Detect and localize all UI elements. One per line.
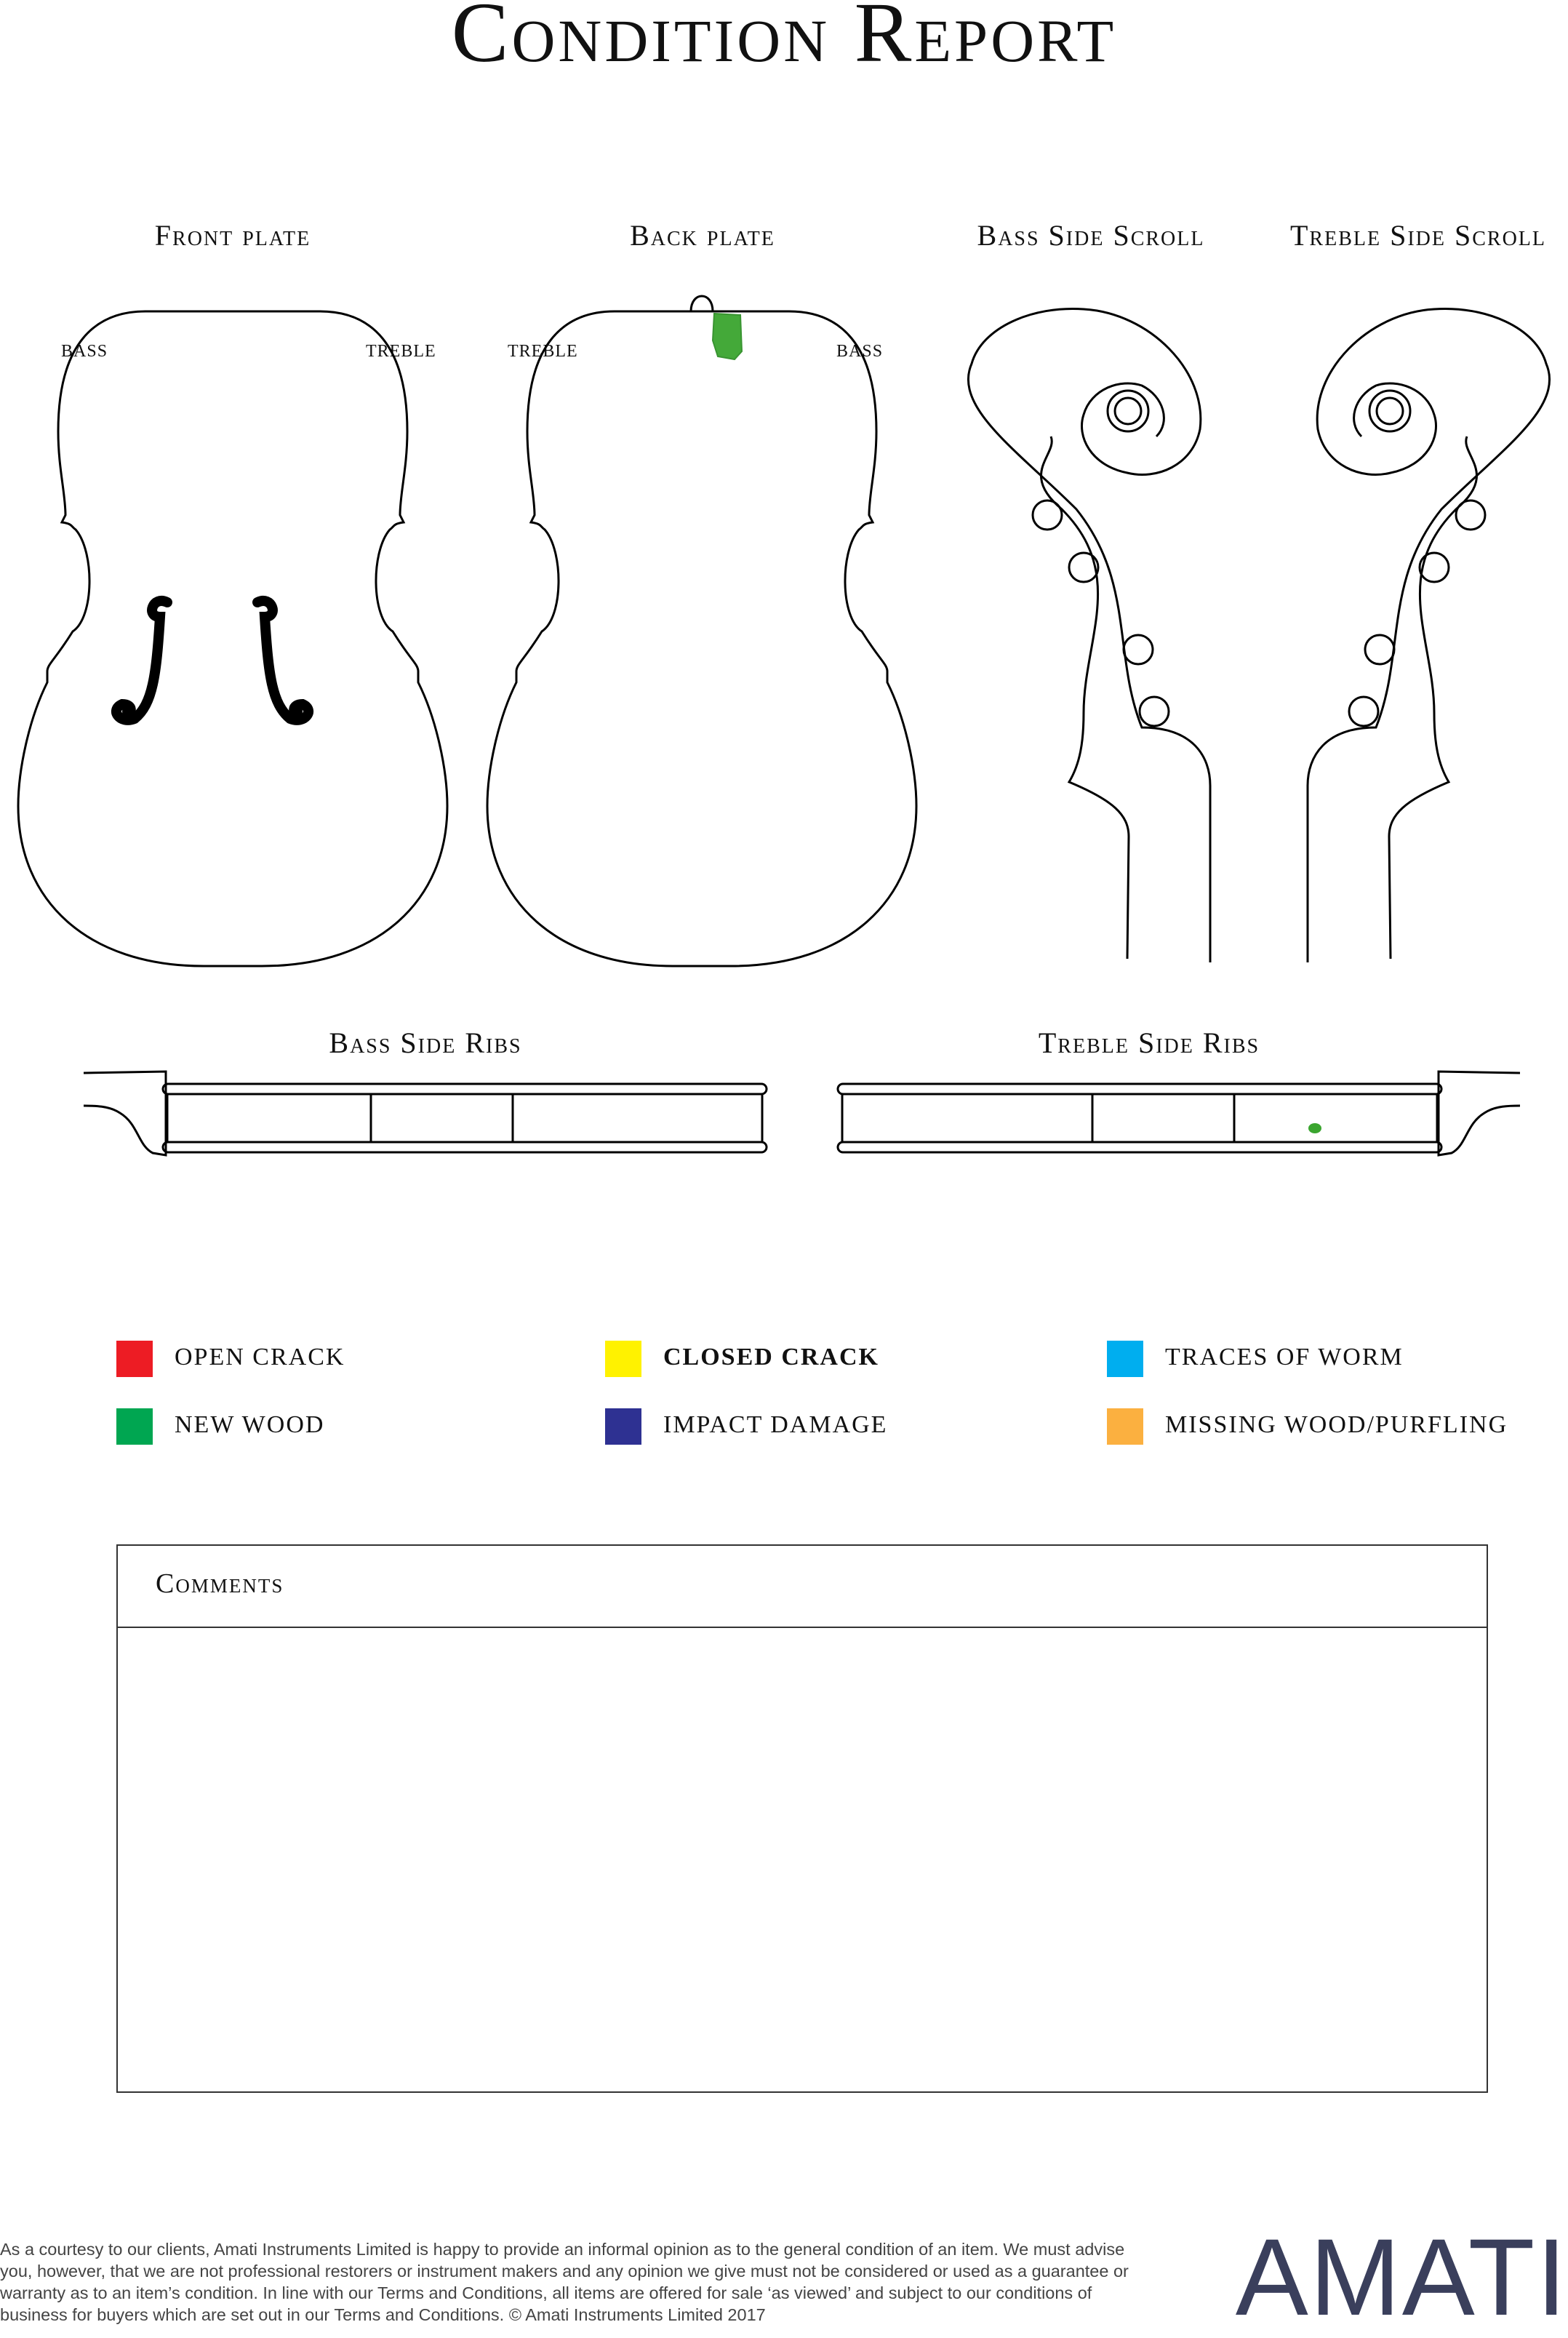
legend-swatch [605, 1341, 641, 1377]
legend-swatch [116, 1408, 153, 1445]
page-title: Condition Report [451, 0, 1117, 80]
legend-label: IMPACT DAMAGE [663, 1411, 888, 1438]
legend-swatch [116, 1341, 153, 1377]
treble-side-ribs-label: Treble Side Ribs [1038, 1026, 1260, 1059]
front-plate-outline [18, 311, 447, 966]
bass-f-hole [116, 601, 167, 720]
treble-side-scroll-label: Treble Side Scroll [1289, 219, 1546, 252]
back-bass-side-label: BASS [836, 342, 884, 361]
comments-header [118, 1546, 1487, 1628]
back-plate-label: Back plate [630, 219, 775, 252]
legend-label: MISSING WOOD/PURFLING [1165, 1411, 1508, 1438]
legend-swatch [605, 1408, 641, 1445]
treble-f-hole [257, 601, 308, 720]
comments-box [116, 1544, 1488, 2093]
bass-side-ribs-label: Bass Side Ribs [329, 1026, 522, 1059]
comments-area[interactable] [118, 1628, 1487, 2091]
back-plate-outline [487, 311, 916, 966]
front-plate-diagram [18, 311, 447, 966]
front-bass-side-label: BASS [61, 342, 108, 361]
comments-label: Comments [156, 1568, 284, 1599]
back-treble-side-label: TREBLE [508, 342, 578, 361]
amati-logo: AMATI [1235, 2216, 1568, 2338]
legend-label: CLOSED CRACK [663, 1344, 879, 1371]
front-plate-label: Front plate [154, 219, 311, 252]
disclaimer-text: As a courtesy to our clients, Amati Instruments Limited is happy to provide an informal opinion as to the general condition of an item. We must advise you, however, that we are not professional restorers or instrument makers and any opinion we give must not be considered or used as a guarantee or warranty as to an item’s condition. In line with our Terms and Conditions, all items are offered for sale ‘as viewed’ and subject to our conditions of business for buyers which are set out in our Terms and Conditions. © Amati Instruments Limited 2017 [0, 2240, 1129, 2324]
new-wood-marking-back [713, 314, 742, 359]
bass-side-scroll-diagram [968, 308, 1210, 962]
back-button [691, 296, 713, 311]
legend-swatch [1107, 1341, 1143, 1377]
legend-swatch [1107, 1408, 1143, 1445]
legend-label: OPEN CRACK [175, 1344, 345, 1371]
bass-side-ribs-diagram [84, 1072, 767, 1155]
bass-side-scroll-label: Bass Side Scroll [977, 219, 1205, 252]
front-treble-side-label: TREBLE [366, 342, 436, 361]
new-wood-marking-ribs [1308, 1123, 1321, 1133]
legend-label: TRACES OF WORM [1165, 1344, 1404, 1371]
treble-side-scroll-diagram [1308, 308, 1550, 962]
back-plate-diagram [487, 296, 916, 966]
legend-label: NEW WOOD [175, 1411, 325, 1438]
treble-side-ribs-diagram [838, 1072, 1520, 1155]
